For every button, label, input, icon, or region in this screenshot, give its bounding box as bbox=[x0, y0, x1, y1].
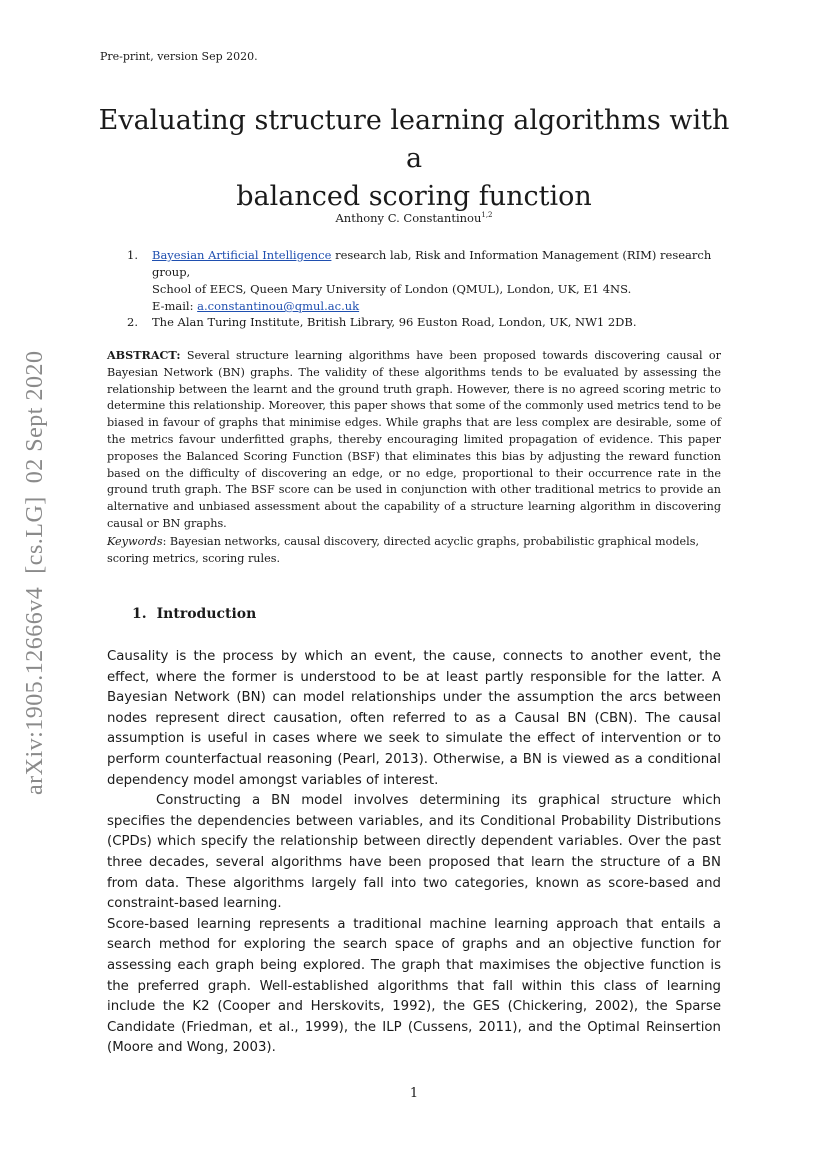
intro-paragraph-2: Constructing a BN model involves determining its graphical structure which specifies the dependencies between variables, and its Conditional Probability Distributions (CPDs) which specify the relationship between directly dependent variables. Over the past three decades, several algorithms have been proposed that learn the structure of a BN from data. These algorithms largely fall into two categories, known as score-based and constraint-based learning. bbox=[107, 793, 721, 912]
keywords-label: Keywords bbox=[107, 535, 163, 548]
keywords bbox=[107, 534, 721, 568]
author-affiliation-marks: 1,2 bbox=[481, 211, 493, 220]
email-label: E-mail: bbox=[152, 299, 198, 313]
section-title: Introduction bbox=[156, 606, 257, 622]
lab-link[interactable]: Bayesian Artificial Intelligence bbox=[152, 248, 332, 262]
affiliation-line-1-rest: research lab, Risk and Information Management (RIM) research group, bbox=[152, 248, 712, 279]
preprint-note: Pre-print, version Sep 2020. bbox=[100, 50, 258, 63]
author-line bbox=[0, 211, 828, 225]
section-heading bbox=[132, 606, 256, 622]
section-number: 1. bbox=[132, 606, 147, 622]
email-link[interactable]: a.constantinou@qmul.ac.uk bbox=[197, 299, 360, 313]
intro-paragraph-1: Causality is the process by which an event, the cause, connects to another event, the effect, where the former is understood to be at least partly responsible for the latter. A Bayesian Network (BN) can model relationships under the assumption the arcs between nodes represent direct causation, often referred to as a Causal BN (CBN). The causal assumption is useful in cases where we seek to simulate the effect of intervention or to perform counterfactual reasoning (Pearl, 2013). Otherwise, a BN is viewed as a conditional dependency model amongst variables of interest. bbox=[107, 649, 721, 788]
abstract-label: ABSTRACT: bbox=[107, 348, 181, 362]
intro-body bbox=[107, 647, 721, 1059]
paper-title bbox=[90, 102, 738, 216]
affiliation-email-line bbox=[152, 298, 727, 315]
author-name: Anthony C. Constantinou bbox=[335, 211, 482, 225]
affiliation-line-2: School of EECS, Queen Mary University of London (QMUL), London, UK, E1 4NS. bbox=[152, 282, 632, 296]
affiliation-number: 2. bbox=[127, 315, 138, 329]
affiliation-1 bbox=[127, 247, 727, 315]
affiliation-2 bbox=[127, 314, 727, 331]
arxiv-stamp: arXiv:1905.12666v4 [cs.LG] 02 Sept 2020 bbox=[22, 350, 48, 795]
page-number: 1 bbox=[409, 1086, 419, 1101]
affiliation-line-1 bbox=[152, 247, 727, 281]
title-line-2: balanced scoring function bbox=[236, 181, 592, 212]
title-line-1: Evaluating structure learning algorithms with a bbox=[98, 105, 730, 174]
affiliation-number: 1. bbox=[127, 248, 138, 262]
abstract bbox=[107, 347, 721, 533]
affiliation-text: The Alan Turing Institute, British Library, 96 Euston Road, London, UK, NW1 2DB. bbox=[152, 315, 637, 329]
intro-paragraph-3: Score-based learning represents a traditional machine learning approach that entails a search method for exploring the search space of graphs and an objective function for assessing each graph being explored. The graph that maximises the objective function is the preferred graph. Well-established algorithms that fall within this class of learning include the K2 (Cooper and Herskovits, 1992), the GES (Chickering, 2002), the Sparse Candidate (Friedman, et al., 1999), the ILP (Cussens, 2011), and the Optimal Reinsertion (Moore and Wong, 2003). bbox=[107, 916, 721, 1056]
keywords-text: : Bayesian networks, causal discovery, directed acyclic graphs, probabilistic graphical models, scoring metrics, scoring rules. bbox=[107, 535, 699, 565]
abstract-text: Several structure learning algorithms have been proposed towards discovering causal or Bayesian Network (BN) graphs. The validity of these algorithms tends to be evaluated by assessing the relationship between the learnt and the ground truth graph. However, there is no agreed scoring metric to determine this relationship. Moreover, this paper shows that some of the commonly used metrics tend to be biased in favour of graphs that minimise edges. While graphs that are less complex are desirable, some of the metrics favour underfitted graphs, thereby encouraging limited propagation of evidence. This paper proposes the Balanced Scoring Function (BSF) that eliminates this bias by adjusting the reward function based on the difficulty of discovering an edge, or no edge, proportional to their occurrence rate in the ground truth graph. The BSF score can be used in conjunction with other traditional metrics to provide an alternative and unbiased assessment about the capability of a structure learning algorithm in discovering causal or BN graphs. bbox=[107, 349, 721, 530]
